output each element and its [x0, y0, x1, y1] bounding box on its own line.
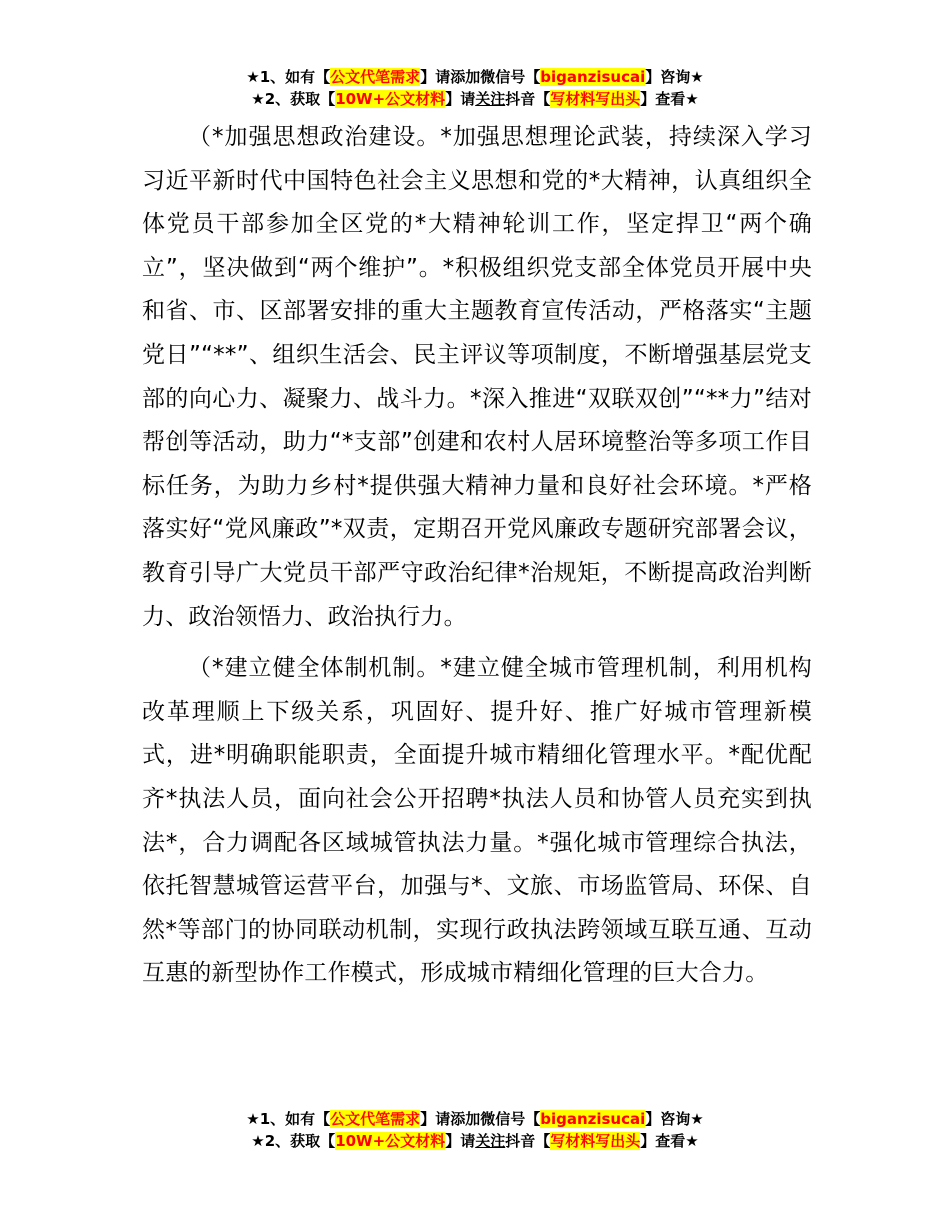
wechat-id-highlight: biganzisucai: [540, 1110, 646, 1128]
banner-text: 】请添加微信号【: [420, 1110, 541, 1128]
banner-text: 抖音【: [505, 1132, 551, 1150]
banner-highlight: 10W+公文材料: [335, 1132, 446, 1150]
douyin-account-highlight: 写材料写出头: [550, 1132, 641, 1150]
banner-text: 】咨询★: [645, 68, 704, 86]
banner-text: 抖音【: [505, 90, 551, 108]
wechat-id-highlight: biganzisucai: [540, 68, 646, 86]
banner-line-1: [0, 66, 950, 88]
paragraph-political-construction: （*加强思想政治建设。*加强思想理论武装，持续深入学习习近平新时代中国特色社会主义思想和党的*大精神，认真组织全体党员干部参加全区党的*大精神轮训工作，坚定捍卫“两个确立”，坚决做到“两个维护”。*积极组织党支部全体党员开展中央和省、市、区部署安排的重大主题教育宣传活动，严格落实“主题党日”“**”、组织生活会、民主评议等项制度，不断增强基层党支部的向心力、凝聚力、战斗力。*深入推进“双联双创”“**力”结对帮创等活动，助力“*支部”创建和农村人居环境整治等多项工作目标任务，为助力乡村*提供强大精神力量和良好社会环境。*严格落实好“党风廉政”*双责，定期召开党风廉政专题研究部署会议，教育引导广大党员干部严守政治纪律*治规矩，不断提高政治判断力、政治领悟力、政治执行力。: [142, 124, 812, 630]
banner-text: ★1、如有【: [246, 1110, 331, 1128]
banner-text: 】请: [445, 90, 476, 108]
banner-text: ★1、如有【: [246, 68, 331, 86]
banner-highlight: 公文代笔需求: [330, 1110, 421, 1128]
banner-text: 】咨询★: [645, 1110, 704, 1128]
header-banner: [0, 66, 950, 110]
banner-line-1: [0, 1108, 950, 1130]
banner-text: 】查看★: [640, 90, 699, 108]
banner-text: ★2、获取【: [251, 1132, 336, 1150]
banner-highlight: 10W+公文材料: [335, 90, 446, 108]
banner-text: 】请: [445, 1132, 476, 1150]
banner-line-2: [0, 1130, 950, 1152]
banner-text: 】请添加微信号【: [420, 68, 541, 86]
banner-line-2: [0, 88, 950, 110]
douyin-account-highlight: 写材料写出头: [550, 90, 641, 108]
document-body: [142, 116, 812, 996]
banner-text: 】查看★: [640, 1132, 699, 1150]
banner-underlined-text: 关注: [475, 1132, 506, 1150]
footer-banner: [0, 1108, 950, 1152]
paragraph-institutional-mechanism: （*建立健全体制机制。*建立健全城市管理机制，利用机构改革理顺上下级关系，巩固好、提升好、推广好城市管理新模式，进*明确职能职责，全面提升城市精细化管理水平。*配优配齐*执法人员，面向社会公开招聘*执法人员和协管人员充实到执法*，合力调配各区域城管执法力量。*强化城市管理综合执法，依托智慧城管运营平台，加强与*、文旅、市场监管局、环保、自然*等部门的协同联动机制，实现行政执法跨领域互联互通、互动互惠的新型协作工作模式，形成城市精细化管理的巨大合力。: [142, 655, 812, 987]
banner-text: ★2、获取【: [251, 90, 336, 108]
banner-highlight: 公文代笔需求: [330, 68, 421, 86]
banner-underlined-text: 关注: [475, 90, 506, 108]
